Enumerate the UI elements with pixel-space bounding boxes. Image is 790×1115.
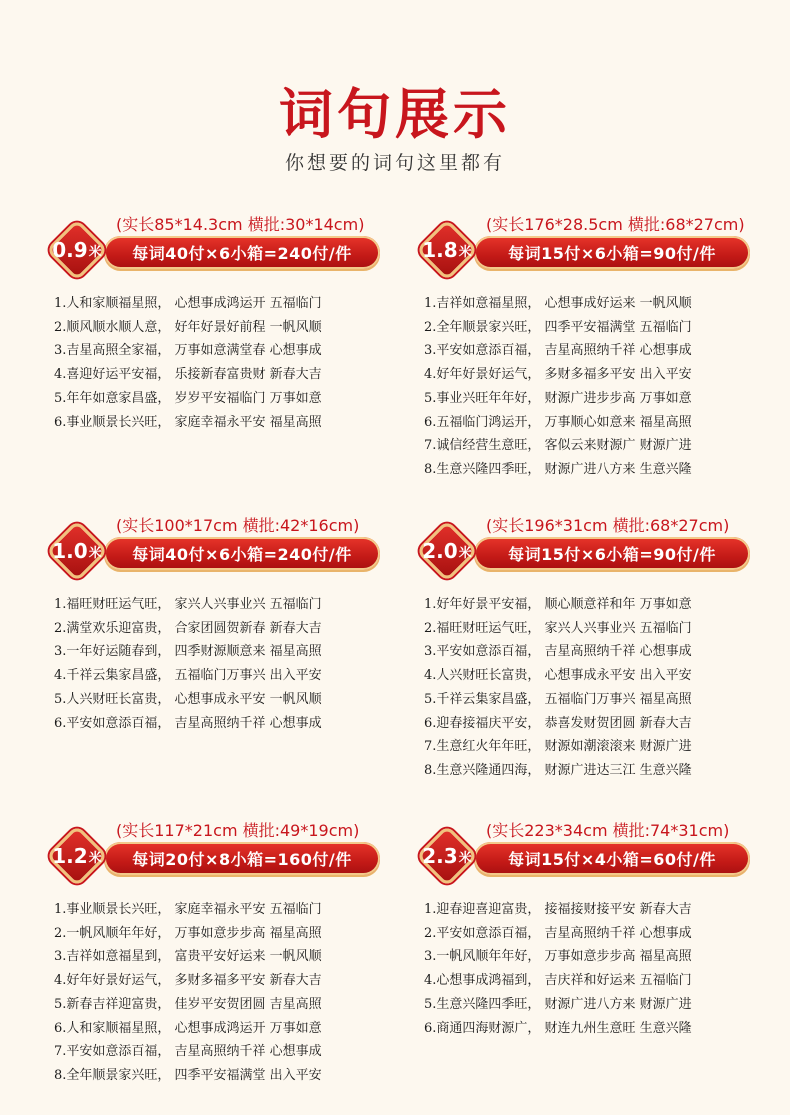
size-badge-label — [44, 823, 110, 889]
packing-banner: 每词40付×6小箱=240付/件 — [104, 537, 380, 570]
couplet-line: 1.迎春迎喜迎富贵， 接福接财接平安 新春大吉 — [424, 902, 692, 917]
size-block-header — [44, 818, 389, 888]
size-unit: 米 — [88, 545, 102, 561]
size-spec: (实长85*14.3cm 横批:30*14cm) — [116, 215, 365, 234]
couplet-line: 6.迎春接福庆平安， 恭喜发财贺团圆 新春大吉 — [424, 715, 692, 731]
size-badge-label — [44, 518, 110, 584]
size-block-header — [44, 513, 389, 583]
size-spec: (实长223*34cm 横批:74*31cm) — [486, 821, 730, 840]
couplet-line: 8.生意兴隆四季旺， 财源广进八方来 生意兴隆 — [424, 461, 692, 477]
packing-banner: 每词40付×6小箱=240付/件 — [104, 236, 380, 269]
couplet-line: 2.全年顺景家兴旺， 四季平安福满堂 五福临门 — [424, 319, 692, 335]
couplet-line: 2.一帆风顺年年好， 万事如意步步高 福星高照 — [54, 925, 322, 941]
couplet-line: 3.平安如意添百福， 吉星高照纳千祥 心想事成 — [424, 644, 692, 660]
size-badge — [414, 823, 480, 889]
size-block-header — [414, 513, 759, 583]
size-badge — [44, 518, 110, 584]
couplet-line: 1.福旺财旺运气旺， 家兴人兴事业兴 五福临门 — [54, 597, 322, 612]
couplet-list — [414, 292, 759, 482]
couplet-line: 3.吉祥如意福星到， 富贵平安好运来 一帆风顺 — [54, 949, 322, 965]
size-block — [44, 212, 389, 434]
couplet-line: 1.好年好景平安福， 顺心顺意祥和年 万事如意 — [424, 597, 692, 612]
couplet-line: 4.人兴财旺长富贵， 心想事成永平安 出入平安 — [424, 668, 692, 684]
couplet-line: 4.好年好景好运气， 多财多福多平安 新春大吉 — [54, 973, 322, 989]
couplet-line: 5.新春吉祥迎富贵， 佳岁平安贺团圆 吉星高照 — [54, 996, 322, 1012]
size-badge — [414, 217, 480, 283]
size-block — [414, 212, 759, 482]
couplet-line: 1.吉祥如意福星照， 心想事成好运来 一帆风顺 — [424, 296, 692, 311]
couplet-line: 3.一帆风顺年年好， 万事如意步步高 福星高照 — [424, 949, 692, 965]
packing-banner: 每词15付×4小箱=60付/件 — [474, 842, 750, 875]
size-block — [44, 513, 389, 735]
page-subtitle: 你想要的词句这里都有 — [284, 152, 505, 174]
size-block-header — [414, 818, 759, 888]
couplet-line: 4.心想事成鸿福到， 吉庆祥和好运来 五福临门 — [424, 973, 692, 989]
couplet-line: 2.平安如意添百福， 吉星高照纳千祥 心想事成 — [424, 925, 692, 941]
couplet-list — [414, 593, 759, 783]
size-value: 1.0 — [52, 539, 88, 563]
size-block-header — [44, 212, 389, 282]
size-block — [414, 513, 759, 783]
size-block-header — [414, 212, 759, 282]
packing-banner: 每词20付×8小箱=160付/件 — [104, 842, 380, 875]
couplet-line: 1.事业顺景长兴旺， 家庭幸福永平安 五福临门 — [54, 902, 322, 917]
couplet-line: 1.人和家顺福星照， 心想事成鸿运开 五福临门 — [54, 296, 322, 311]
couplet-line: 7.平安如意添百福， 吉星高照纳千祥 心想事成 — [54, 1044, 322, 1060]
couplet-line: 6.平安如意添百福， 吉星高照纳千祥 心想事成 — [54, 715, 322, 731]
size-spec: (实长117*21cm 横批:49*19cm) — [116, 821, 360, 840]
size-spec: (实长100*17cm 横批:42*16cm) — [116, 516, 360, 535]
size-unit: 米 — [458, 545, 472, 561]
couplet-line: 8.生意兴隆通四海， 财源广进达三江 生意兴隆 — [424, 762, 692, 778]
couplet-line: 2.满堂欢乐迎富贵， 合家团圆贺新春 新春大吉 — [54, 620, 322, 636]
couplet-line: 5.千祥云集家昌盛， 五福临门万事兴 福星高照 — [424, 691, 692, 707]
size-badge-label — [414, 823, 480, 889]
packing-banner: 每词15付×6小箱=90付/件 — [474, 236, 750, 269]
page-title: 词句展示 — [279, 82, 511, 146]
size-badge — [44, 217, 110, 283]
couplet-line: 7.生意红火年年旺， 财源如潮滚滚来 财源广进 — [424, 739, 692, 755]
size-badge — [414, 518, 480, 584]
couplet-line: 4.好年好景好运气， 多财多福多平安 出入平安 — [424, 367, 692, 383]
couplet-line: 6.五福临门鸿运开， 万事顺心如意来 福星高照 — [424, 414, 692, 430]
couplet-list — [44, 593, 389, 735]
couplet-line: 4.千祥云集家昌盛， 五福临门万事兴 出入平安 — [54, 668, 322, 684]
size-value: 2.0 — [422, 539, 458, 563]
size-value: 1.2 — [52, 844, 88, 868]
size-value: 1.8 — [422, 238, 458, 262]
couplet-line: 5.事业兴旺年年好， 财源广进步步高 万事如意 — [424, 390, 692, 406]
size-unit: 米 — [458, 850, 472, 866]
size-value: 0.9 — [52, 238, 88, 262]
couplet-line: 3.一年好运随春到， 四季财源顺意来 福星高照 — [54, 644, 322, 660]
size-badge — [44, 823, 110, 889]
couplet-list — [44, 898, 389, 1088]
couplet-line: 3.平安如意添百福， 吉星高照纳千祥 心想事成 — [424, 343, 692, 359]
size-unit: 米 — [458, 244, 472, 260]
couplet-line: 6.事业顺景长兴旺， 家庭幸福永平安 福星高照 — [54, 414, 322, 430]
size-spec: (实长176*28.5cm 横批:68*27cm) — [486, 215, 745, 234]
size-unit: 米 — [88, 244, 102, 260]
couplet-line: 5.生意兴隆四季旺， 财源广进八方来 财源广进 — [424, 996, 692, 1012]
couplet-line: 6.人和家顺福星照， 心想事成鸿运开 万事如意 — [54, 1020, 322, 1036]
size-badge-label — [414, 518, 480, 584]
couplet-line: 5.人兴财旺长富贵， 心想事成永平安 一帆风顺 — [54, 691, 322, 707]
size-value: 2.3 — [422, 844, 458, 868]
couplet-line: 4.喜迎好运平安福， 乐接新春富贵财 新春大吉 — [54, 367, 322, 383]
couplet-line: 3.吉星高照全家福， 万事如意满堂春 心想事成 — [54, 343, 322, 359]
couplet-list — [414, 898, 759, 1040]
couplet-line: 8.全年顺景家兴旺， 四季平安福满堂 出入平安 — [54, 1067, 322, 1083]
size-block — [414, 818, 759, 1040]
size-block — [44, 818, 389, 1088]
couplet-line: 2.福旺财旺运气旺， 家兴人兴事业兴 五福临门 — [424, 620, 692, 636]
size-unit: 米 — [88, 850, 102, 866]
couplet-list — [44, 292, 389, 434]
size-badge-label — [44, 217, 110, 283]
couplet-line: 6.商通四海财源广， 财连九州生意旺 生意兴隆 — [424, 1020, 692, 1036]
couplet-line: 5.年年如意家昌盛， 岁岁平安福临门 万事如意 — [54, 390, 322, 406]
size-spec: (实长196*31cm 横批:68*27cm) — [486, 516, 730, 535]
size-badge-label — [414, 217, 480, 283]
couplet-line: 2.顺风顺水顺人意， 好年好景好前程 一帆风顺 — [54, 319, 322, 335]
packing-banner: 每词15付×6小箱=90付/件 — [474, 537, 750, 570]
couplet-line: 7.诚信经营生意旺， 客似云来财源广 财源广进 — [424, 438, 692, 454]
